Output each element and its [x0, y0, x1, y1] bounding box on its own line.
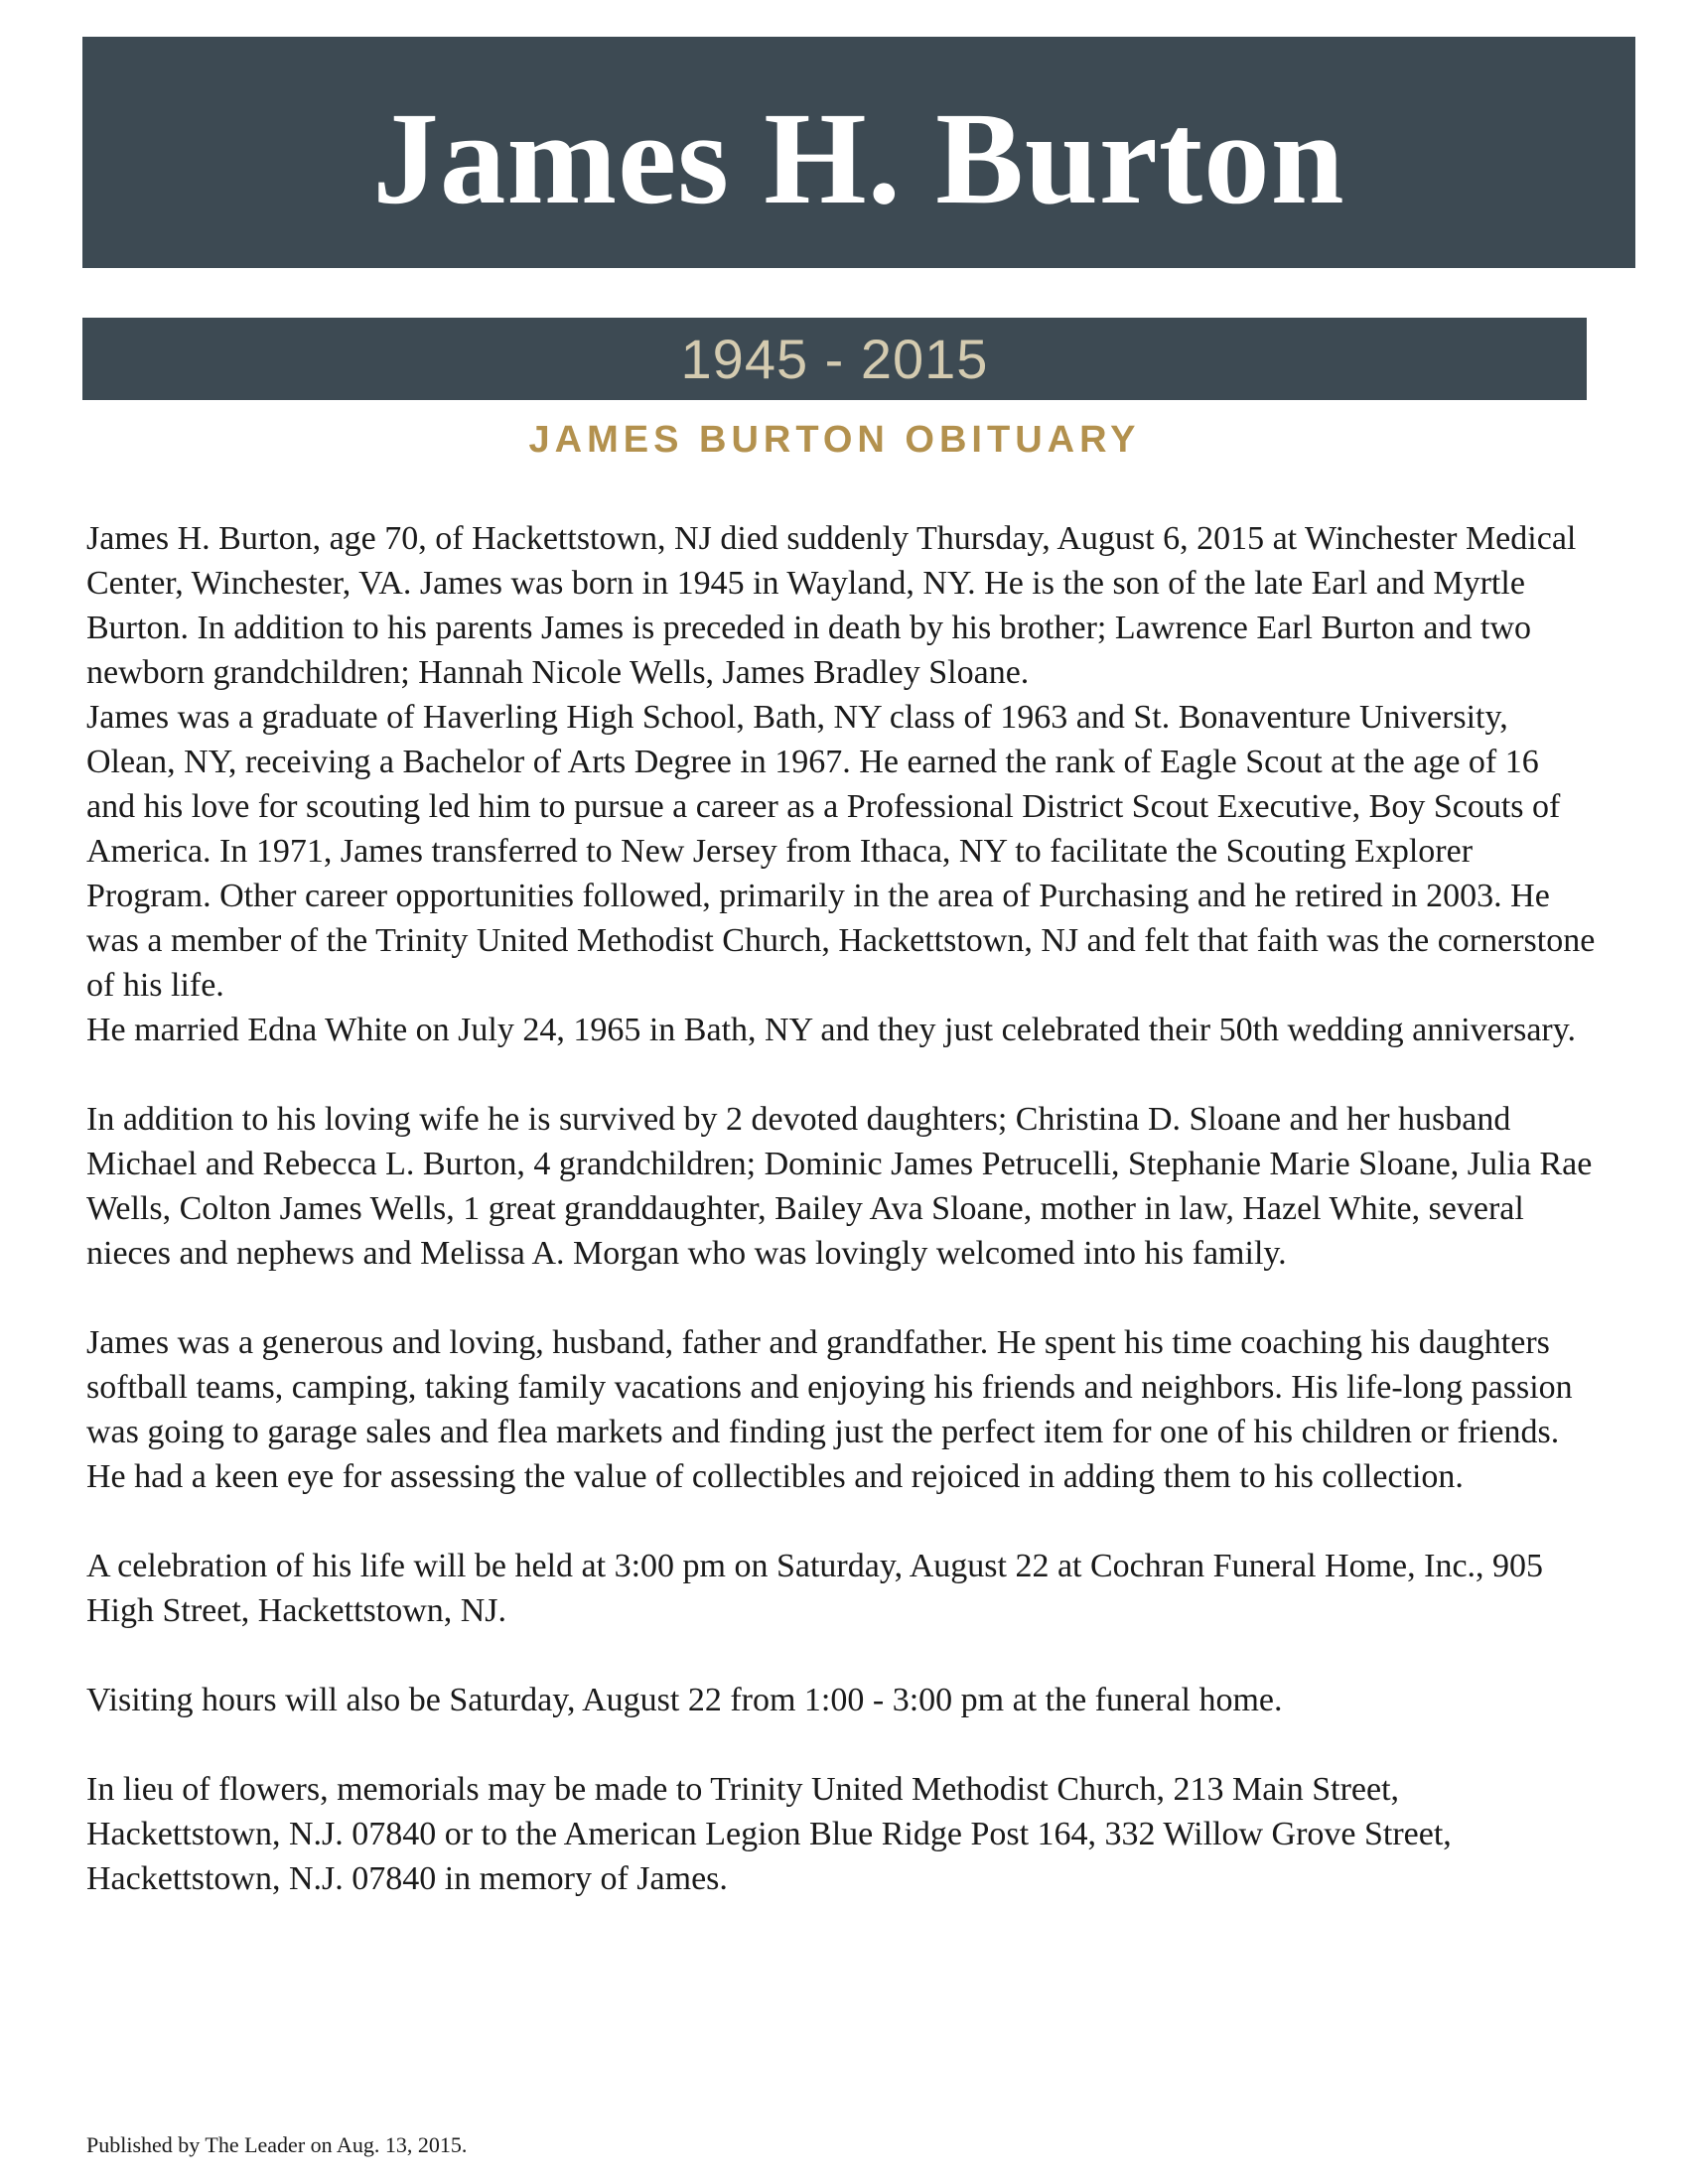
paragraph-celebration: A celebration of his life will be held at 3:00 pm on Saturday, August 22 at Cochran Funeral Home, Inc., 905 High Street, Hackettstown, NJ. — [86, 1548, 1544, 1629]
page-title: James H. Burton — [372, 84, 1345, 231]
obituary-subtitle: JAMES BURTON OBITUARY — [528, 419, 1141, 461]
obituary-body — [86, 516, 1596, 1901]
paragraph-career: James was a graduate of Haverling High School, Bath, NY class of 1963 and St. Bonaventure University, Olean, NY, receiving a Bachelor of Arts Degree in 1967. He earned the rank of Eagle Scout at the age of 16 and his love for scouting led him to pursue a career as a Professional District Scout Executive, Boy Scouts of America. In 1971, James transferred to New Jersey from Ithaca, NY to facilitate the Scouting Explorer Program. Other career opportunities followed, primarily in the area of Purchasing and he retired in 2003. He was a member of the Trinity United Methodist Church, Hackettstown, NJ and felt that faith was the cornerstone of his life. — [86, 699, 1596, 1004]
years-banner — [82, 318, 1587, 400]
paragraph-memorials: In lieu of flowers, memorials may be made to Trinity United Methodist Church, 213 Main Street, Hackettstown, N.J. 07840 or to the American Legion Blue Ridge Post 164, 332 Willow Grove Street, Hackettstown, N.J. 07840 in memory of James. — [86, 1771, 1452, 1897]
paragraph-intro: James H. Burton, age 70, of Hackettstown, NJ died suddenly Thursday, August 6, 2015 at Winchester Medical Center, Winchester, VA. James was born in 1945 in Wayland, NY. He is the son of the late Earl and Myrtle Burton. In addition to his parents James is preceded in death by his brother; Lawrence Earl Burton and two newborn grandchildren; Hannah Nicole Wells, James Bradley Sloane. — [86, 520, 1577, 691]
paragraph-survivors: In addition to his loving wife he is survived by 2 devoted daughters; Christina D. Sloane and her husband Michael and Rebecca L. Burton, 4 grandchildren; Dominic James Petrucelli, Stephanie Marie Sloane, Julia Rae Wells, Colton James Wells, 1 great granddaughter, Bailey Ava Sloane, mother in law, Hazel White, several nieces and nephews and Melissa A. Morgan who was lovingly welcomed into his family. — [86, 1101, 1593, 1272]
paragraph-character: James was a generous and loving, husband, father and grandfather. He spent his time coaching his daughters softball teams, camping, taking family vacations and enjoying his friends and neighbors. His life-long passion was going to garage sales and flea markets and finding just the perfect item for one of his children or friends. He had a keen eye for assessing the value of collectibles and rejoiced in adding them to his collection. — [86, 1324, 1573, 1495]
publisher-note: Published by The Leader on Aug. 13, 2015. — [86, 2132, 468, 2157]
life-years: 1945 - 2015 — [680, 327, 989, 390]
paragraph-visiting-hours: Visiting hours will also be Saturday, August 22 from 1:00 - 3:00 pm at the funeral home. — [86, 1682, 1283, 1718]
paragraph-marriage: He married Edna White on July 24, 1965 in Bath, NY and they just celebrated their 50th wedding anniversary. — [86, 1012, 1577, 1048]
name-banner — [82, 37, 1635, 268]
